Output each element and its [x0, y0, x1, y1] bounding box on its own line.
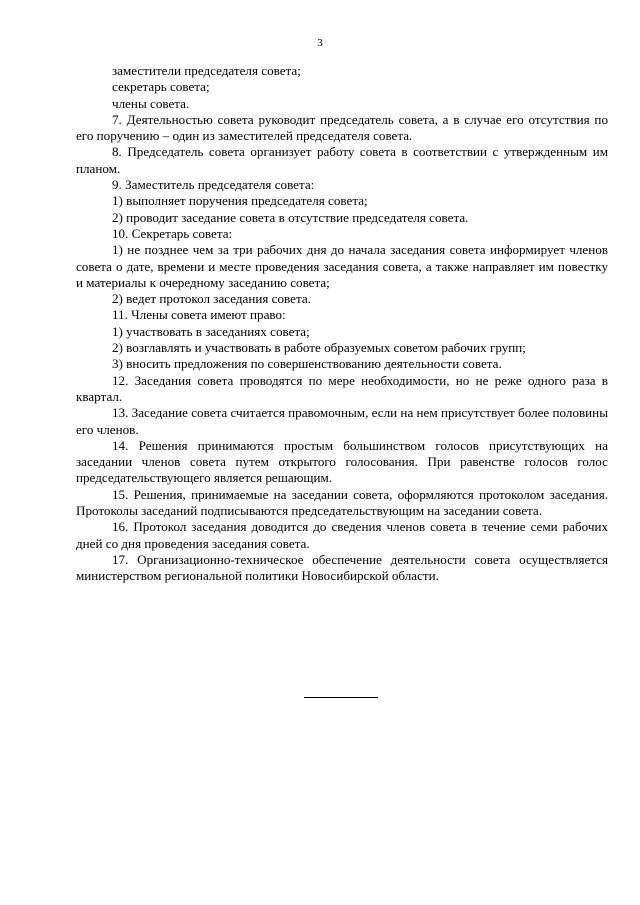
- paragraph: 14. Решения принимаются простым большинством голосов присутствующих на заседании членов совета путем открытого голосования. При равенстве голосов голос председательствующего является решающим.: [76, 437, 608, 486]
- paragraph: 9. Заместитель председателя совета:: [112, 177, 315, 193]
- paragraph: 1) выполняет поручения председателя совета;: [112, 193, 368, 209]
- page-number: 3: [317, 37, 323, 49]
- paragraph: 11. Члены совета имеют право:: [112, 307, 286, 323]
- paragraph: 2) проводит заседание совета в отсутствие председателя совета.: [112, 209, 469, 225]
- paragraph: члены совета.: [112, 95, 190, 111]
- paragraph: 7. Деятельностью совета руководит председатель совета, а в случае его отсутствия по его поручению – один из заместителей председателя совета.: [76, 111, 608, 144]
- paragraph: 16. Протокол заседания доводится до сведения членов совета в течение семи рабочих дней со дня проведения заседания совета.: [76, 519, 608, 551]
- paragraph: заместители председателя совета;: [112, 63, 301, 78]
- paragraph: секретарь совета;: [112, 79, 210, 95]
- paragraph: 13. Заседание совета считается правомочным, если на нем присутствует более половины его членов.: [76, 405, 608, 437]
- paragraph: 12. Заседания совета проводятся по мере необходимости, но не реже одного раза в квартал.: [76, 372, 608, 404]
- document-body: [76, 63, 608, 585]
- closing-rule: [304, 697, 378, 698]
- paragraph: 17. Организационно-техническое обеспечение деятельности совета осуществляется министерством региональной политики Новосибирской области.: [76, 551, 608, 584]
- paragraph: 10. Секретарь совета:: [112, 225, 233, 241]
- paragraph: 2) ведет протокол заседания совета.: [112, 291, 311, 307]
- paragraph: 3) вносить предложения по совершенствованию деятельности совета.: [112, 356, 502, 372]
- paragraph: 2) возглавлять и участвовать в работе образуемых советом рабочих групп;: [112, 340, 526, 356]
- paragraph: 1) участвовать в заседаниях совета;: [112, 323, 310, 339]
- paragraph: 8. Председатель совета организует работу совета в соответствии с утвержденным им планом.: [76, 144, 608, 176]
- paragraph: 1) не позднее чем за три рабочих дня до начала заседания совета информирует членов совета о дате, времени и месте проведения заседания совета, а также направляет им повестку и материалы к очередному заседанию совета;: [76, 242, 608, 290]
- paragraph: 15. Решения, принимаемые на заседании совета, оформляются протоколом заседания. Протоколы заседаний подписываются председательствующим на заседании совета.: [76, 486, 608, 519]
